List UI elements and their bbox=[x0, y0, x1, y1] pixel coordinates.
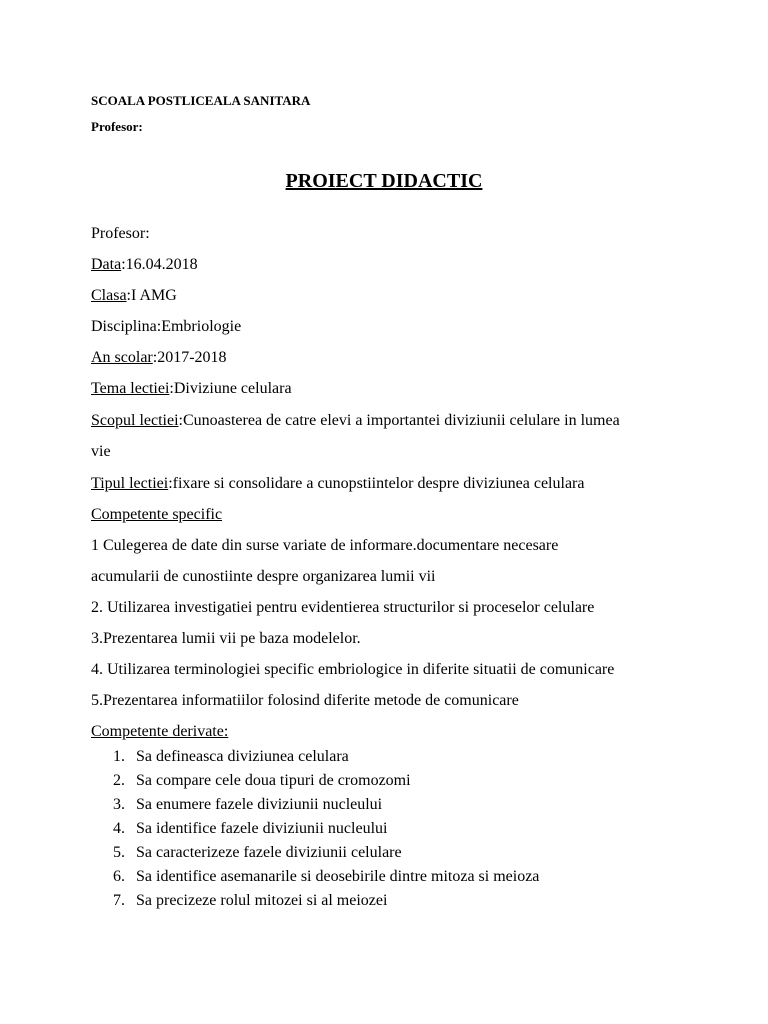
list-item bbox=[113, 891, 387, 911]
list-item-number: 4. bbox=[113, 820, 125, 837]
competenta-specifica-item: 3.Prezentarea lumii vii pe baza modelelor. bbox=[91, 630, 361, 647]
list-item-text: Sa enumere fazele diviziunii nucleului bbox=[136, 796, 383, 813]
field-tip-value: :fixare si consolidare a cunopstiintelor despre diviziunea celulara bbox=[168, 475, 585, 492]
list-item bbox=[113, 771, 411, 791]
list-item bbox=[113, 867, 539, 887]
field-scop-value: :Cunoasterea de catre elevi a importantei diviziunii celulare in lumea bbox=[178, 412, 620, 429]
field-clasa bbox=[91, 286, 177, 306]
list-item bbox=[113, 819, 387, 839]
list-item bbox=[113, 843, 402, 863]
list-item-number: 6. bbox=[113, 868, 125, 885]
field-tema-label: Tema lectiei bbox=[91, 380, 170, 397]
list-item-number: 3. bbox=[113, 796, 125, 813]
competente-derivate-heading: Competente derivate: bbox=[91, 723, 229, 740]
field-profesor: Profesor: bbox=[91, 225, 150, 242]
list-item-text: Sa identifice fazele diviziunii nucleului bbox=[136, 820, 388, 837]
list-item-number: 1. bbox=[113, 748, 125, 765]
competenta-specifica-item: acumularii de cunostiinte despre organizarea lumii vii bbox=[91, 568, 436, 585]
field-tip bbox=[91, 474, 584, 494]
field-scop bbox=[91, 411, 620, 431]
list-item-number: 5. bbox=[113, 844, 125, 861]
field-tema bbox=[91, 379, 292, 399]
field-tip-label: Tipul lectiei bbox=[91, 475, 169, 492]
field-data-label: Data bbox=[91, 256, 122, 273]
school-name: SCOALA POSTLICEALA SANITARA bbox=[91, 93, 311, 108]
header-profesor-label: Profesor: bbox=[91, 119, 143, 134]
field-an-label: An scolar bbox=[91, 349, 153, 366]
field-an-scolar bbox=[91, 348, 227, 368]
list-item bbox=[113, 795, 382, 815]
list-item-text: Sa compare cele doua tipuri de cromozomi bbox=[136, 772, 411, 789]
list-item-text: Sa caracterizeze fazele diviziunii celulare bbox=[136, 844, 402, 861]
field-clasa-value: :I AMG bbox=[126, 287, 177, 304]
field-scop-continuation: vie bbox=[91, 443, 111, 460]
field-data-value: :16.04.2018 bbox=[121, 256, 198, 273]
field-scop-label: Scopul lectiei bbox=[91, 412, 179, 429]
competenta-specifica-item: 4. Utilizarea terminologiei specific embriologice in diferite situatii de comunicare bbox=[91, 661, 615, 678]
list-item-text: Sa precizeze rolul mitozei si al meiozei bbox=[136, 892, 388, 909]
field-data bbox=[91, 255, 198, 275]
field-tema-value: :Diviziune celulara bbox=[169, 380, 292, 397]
list-item-text: Sa defineasca diviziunea celulara bbox=[136, 748, 349, 765]
competenta-specifica-item: 2. Utilizarea investigatiei pentru evidentierea structurilor si proceselor celulare bbox=[91, 599, 595, 616]
competente-specific-heading: Competente specific bbox=[91, 506, 223, 523]
field-an-value: :2017-2018 bbox=[152, 349, 227, 366]
list-item-number: 7. bbox=[113, 892, 125, 909]
list-item bbox=[113, 747, 349, 767]
list-item-number: 2. bbox=[113, 772, 125, 789]
field-disciplina: Disciplina:Embriologie bbox=[91, 318, 242, 335]
list-item-text: Sa identifice asemanarile si deosebirile dintre mitoza si meioza bbox=[136, 868, 540, 885]
competenta-specifica-item: 5.Prezentarea informatiilor folosind diferite metode de comunicare bbox=[91, 692, 519, 709]
field-clasa-label: Clasa bbox=[91, 287, 127, 304]
competenta-specifica-item: 1 Culegerea de date din surse variate de informare.documentare necesare bbox=[91, 537, 559, 554]
document-title: PROIECT DIDACTIC bbox=[285, 170, 483, 192]
